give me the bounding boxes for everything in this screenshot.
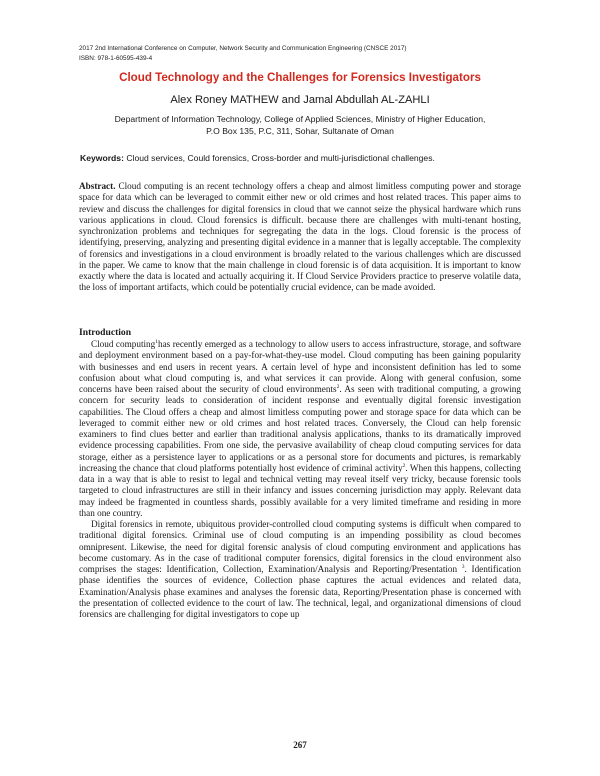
introduction-heading: Introduction (79, 327, 132, 338)
citation-1: 1 (155, 338, 158, 345)
p1-text-d: . When this happens, collecting data in a way that is able to resist to legal and technical vetting may reveal itself very tricky, because forensic tools targeted to cloud infrastructures are still in their infancy and issues concerning jurisdiction may apply. Relevant data may indeed be fragmented in countless shards, possibly available for a very limited timeframe and residing in more than one country. (79, 462, 521, 518)
citation-4: 3 (461, 563, 465, 570)
citation-3: 2 (402, 462, 406, 469)
p2-text-b: . Identification phase identifies the sources of evidence, Collection phase captures the actual evidences and related data, Examination/Analysis phase examines and analyses the forensic data, Reporting/Presentation phase is concerned with the presentation of collected evidence to the court of law. The technical, legal, and organizational dimensions of cloud forensics are challenging for digital investigators to cope up (79, 564, 521, 619)
paragraph-2 (79, 519, 521, 620)
paragraph-1 (79, 339, 521, 519)
author-affiliation (0, 113, 600, 137)
abstract-label: Abstract. (79, 181, 116, 191)
affiliation-line-2: P.O Box 135, P.C, 311, Sohar, Sultanate of Oman (206, 126, 394, 136)
keywords-text: Cloud services, Could forensics, Cross-border and multi-jurisdictional challenges. (123, 153, 435, 163)
paper-authors: Alex Roney MATHEW and Jamal Abdullah AL-ZAHLI (170, 94, 430, 106)
conference-header (79, 44, 407, 63)
citation-2: 2 (336, 383, 340, 390)
affiliation-line-1: Department of Information Technology, College of Applied Sciences, Ministry of Higher Education, (114, 114, 486, 124)
introduction-body (79, 339, 521, 620)
keywords-label: Keywords: (80, 153, 124, 163)
paper-title: Cloud Technology and the Challenges for Forensics Investigators (119, 71, 481, 84)
p1-text-b: has recently emerged as a technology to allow users to access infrastructure, storage, and software and deployment environment based on a pay-for-what-they-use model. Cloud computing has been gaining popularity with businesses and end users in recent years. A certain level of hype and inconsistent definition has led to some confusion about what cloud computing is, and what services it can provide. Along with general confusion, some concerns have been raised about the security of cloud environments (79, 339, 521, 394)
p1-text-a: Cloud computing (91, 339, 156, 349)
isbn: ISBN: 978-1-60595-439-4 (79, 54, 153, 62)
abstract-text: Cloud computing is an recent technology offers a cheap and almost limitless computing power and storage space for data which can be leveraged to commit either new or old crimes and host related traces. This paper aims to review and discuss the challenges for digital forensics in cloud that we cannot seize the physical hardware which runs various applications in cloud. Cloud forensics is difficult. because there are challenges with multi-tenant hosting, synchronization problems and techniques for segregating the data in the logs. Cloud forensic is the process of identifying, preserving, analyzing and presenting digital evidence in a manner that is legally acceptable. The complexity of forensics and investigations in a cloud environment is broadly related to the various challenges which are discussed in the paper. We came to know that the main challenge in cloud forensic is of data acquisition. It is important to know exactly where the data is located and actually acquiring it. If Cloud Service Providers practice to preserve volatile data, the loss of important artifacts, which could be potentially crucial evidence, can be made avoided. (79, 181, 521, 293)
keywords (80, 153, 540, 163)
conference-name: 2017 2nd International Conference on Computer, Network Security and Communication Engineering (CNSCE 2017) (79, 45, 407, 52)
p1-text-c: . As seen with traditional computing, a growing concern for security leads to consideration of incident response and eventually digital forensic investigation capabilities. The Cloud offers a cheap and almost limitless computing power and storage space for data which can be leveraged to commit either new or old crimes and host related traces. Conversely, the Cloud can help forensic examiners to find clues better and earlier than traditional analysis applications, thanks to its dramatically improved evidence processing capabilities. From one side, the pervasive availability of cheap cloud computing services for data storage, either as a persistence layer to applications or as a personal store for documents and pictures, is remarkably increasing the chance that cloud platforms potentially host evidence of criminal activity (79, 384, 521, 473)
p2-text-a: Digital forensics in remote, ubiquitous provider-controlled cloud computing systems is difficult when compared to traditional digital forensics. Criminal use of cloud computing is an impending possibility as cloud becomes omnipresent. Likewise, the need for digital forensic analysis of cloud computing environment and applications has become customary. As in the case of traditional computer forensics, digital forensics in the cloud environment also comprises the stages: Identification, Collection, Examination/Analysis and Reporting/Presentation (79, 519, 521, 574)
page-number: 267 (293, 740, 307, 750)
abstract (79, 181, 521, 294)
